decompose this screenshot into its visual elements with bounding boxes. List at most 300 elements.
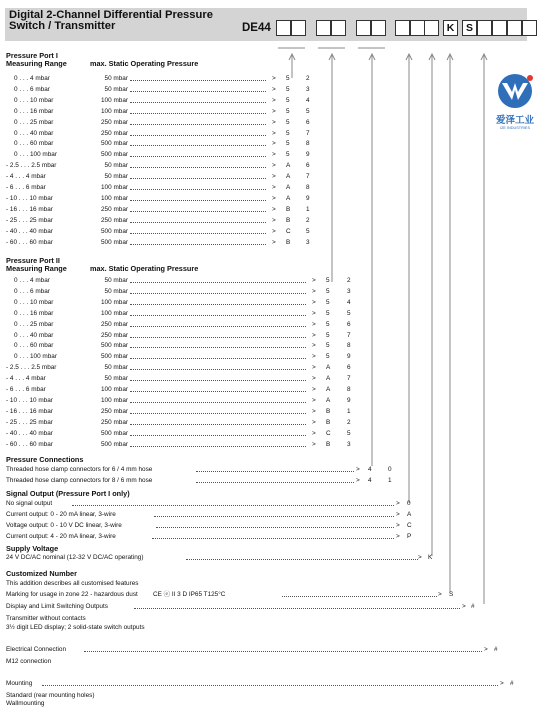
code-cell-1: A: [326, 396, 331, 404]
range-cell: - 2.5 . . . 2.5 mbar: [6, 364, 57, 372]
table-row: [6, 287, 351, 297]
code-cell-1: 4: [368, 466, 372, 473]
signal-label: No signal output: [6, 500, 53, 507]
table-row: [6, 396, 351, 406]
table-row: [6, 309, 351, 319]
code-cell-2: 2: [306, 216, 310, 224]
pressure-cell: 100 mbar: [101, 386, 128, 393]
arrow: >: [272, 194, 276, 202]
marking-label: Marking for usage in zone 22 - hazardous dust: [6, 591, 138, 598]
code-cell-1: A: [286, 173, 291, 181]
arrow: >: [396, 522, 400, 529]
table-row: [6, 298, 351, 308]
table-row: [6, 363, 351, 373]
arrow: >: [312, 418, 316, 426]
order-code-cell: [492, 20, 507, 36]
range-cell: - 60 . . . 60 mbar: [6, 440, 53, 448]
code-cell-1: A: [286, 162, 291, 170]
arrow: >: [312, 331, 316, 339]
arrow: >: [312, 353, 316, 361]
leader-dots: [130, 304, 306, 305]
connections-title: Pressure Connections: [6, 455, 84, 464]
code-cell: 0: [407, 500, 411, 507]
code-cell-2: 2: [306, 75, 310, 82]
leader-dots: [282, 596, 437, 597]
table-row: [6, 194, 346, 204]
leader-dots: [186, 559, 418, 560]
arrow: >: [272, 75, 276, 82]
pressure-cell: 250 mbar: [101, 418, 128, 426]
code-cell-2: 2: [347, 418, 351, 426]
code-cell-1: B: [286, 216, 291, 224]
leader-dots: [130, 145, 266, 146]
connection-row: [6, 465, 406, 475]
code-cell-2: 9: [306, 194, 310, 202]
range-cell: 0 . . . 4 mbar: [14, 75, 50, 82]
pressure-cell: 250 mbar: [101, 216, 128, 224]
supply-arrow: >: [418, 554, 422, 561]
logo-mark-icon: [490, 72, 540, 110]
code-cell-1: B: [326, 407, 331, 415]
code-cell-1: 5: [286, 118, 290, 126]
pressure-cell: 100 mbar: [101, 298, 128, 306]
code-cell-1: 5: [286, 129, 290, 137]
code-cell-1: 5: [326, 320, 330, 328]
table-row: [6, 407, 351, 417]
code-cell-1: A: [286, 194, 291, 202]
order-code-cell: [316, 20, 331, 36]
logo-text: 爱泽工业: [495, 115, 534, 126]
arrow: >: [396, 511, 400, 518]
code-cell: C: [407, 522, 412, 529]
code-cell-1: B: [286, 238, 291, 246]
marking-spec: CE ⓔ II 3 D IP65 T125°C: [153, 591, 226, 598]
range-cell: - 6 . . . 6 mbar: [6, 184, 46, 191]
leader-dots: [130, 369, 306, 370]
range-cell: 0 . . . 40 mbar: [14, 129, 54, 137]
code-cell-2: 7: [347, 375, 351, 383]
arrow: >: [272, 162, 276, 170]
pressure-cell: 100 mbar: [101, 396, 128, 404]
range-cell: - 10 . . . 10 mbar: [6, 194, 53, 202]
code-cell-1: 5: [286, 75, 290, 82]
connection-row: [6, 476, 406, 486]
leader-dots: [130, 167, 266, 168]
order-code-cell: [507, 20, 522, 36]
pressure-cell: 250 mbar: [101, 407, 128, 415]
order-code-cell: [410, 20, 425, 36]
range-cell: - 16 . . . 16 mbar: [6, 407, 53, 415]
display-option-2: 3½ digit LED display; 2 solid-state switch outputs: [6, 624, 145, 631]
connection-label: Threaded hose clamp connectors for 8 / 6 mm hose: [6, 477, 153, 484]
leader-dots: [130, 293, 306, 294]
pressure-cell: 500 mbar: [101, 440, 128, 448]
leader-dots: [130, 347, 306, 348]
table-row: [6, 129, 346, 139]
code-cell: P: [407, 533, 412, 540]
arrow: >: [312, 342, 316, 350]
pressure-cell: 50 mbar: [104, 75, 128, 82]
signal-label: Current output: 0 - 20 mA linear, 3-wire: [6, 511, 116, 518]
leader-dots: [130, 446, 306, 447]
table-row: [6, 374, 351, 384]
display-option-1: Transmitter without contacts: [6, 615, 86, 622]
leader-dots: [130, 189, 266, 190]
range-cell: 0 . . . 6 mbar: [14, 287, 50, 295]
leader-dots: [72, 505, 394, 506]
range-cell: - 6 . . . 6 mbar: [6, 386, 46, 393]
code-cell-2: 1: [306, 205, 310, 213]
table-row: [6, 429, 351, 439]
pressure-cell: 500 mbar: [101, 140, 128, 148]
range-cell: 0 . . . 25 mbar: [14, 118, 54, 126]
code-cell-2: 6: [347, 320, 351, 328]
order-code-cell: S: [462, 20, 477, 36]
signal-label: Current output: 4 - 20 mA linear, 3-wire: [6, 533, 116, 540]
order-code-cell: [291, 20, 306, 36]
range-cell: 0 . . . 100 mbar: [14, 151, 57, 159]
range-cell: - 10 . . . 10 mbar: [6, 396, 53, 404]
leader-dots: [156, 527, 394, 528]
range-cell: 0 . . . 4 mbar: [14, 277, 50, 284]
pressure-cell: 250 mbar: [101, 331, 128, 339]
arrow: >: [312, 287, 316, 295]
table-row: [6, 418, 351, 428]
page-title: [9, 10, 213, 32]
code-cell-2: 7: [306, 129, 310, 137]
display-arrow: >: [462, 603, 466, 610]
code-cell-1: C: [286, 227, 291, 235]
port2-col-pressure: max. Static Operating Pressure: [90, 264, 199, 273]
electrical-code: #: [494, 646, 498, 653]
leader-dots: [130, 380, 306, 381]
code-cell-1: 5: [326, 277, 330, 284]
leader-dots: [152, 538, 394, 539]
order-code-cell: [477, 20, 492, 36]
custom-title: Customized Number: [6, 569, 77, 578]
leader-dots: [130, 358, 306, 359]
code-cell-2: 9: [347, 353, 351, 361]
table-row: [6, 227, 346, 237]
range-cell: 0 . . . 10 mbar: [14, 96, 54, 104]
leader-dots: [130, 156, 266, 157]
port2-col-range: Measuring Range: [6, 264, 67, 273]
pressure-cell: 50 mbar: [104, 162, 128, 170]
table-row: [6, 74, 346, 84]
display-row: [6, 602, 486, 612]
code-cell-2: 8: [347, 342, 351, 350]
code-cell-2: 9: [347, 396, 351, 404]
arrow: >: [272, 173, 276, 181]
leader-dots: [196, 471, 354, 472]
code-cell-2: 6: [347, 364, 351, 372]
arrow: >: [272, 216, 276, 224]
table-row: [6, 107, 346, 117]
leader-dots: [130, 211, 266, 212]
leader-dots: [130, 222, 266, 223]
connector-arrow: [447, 54, 453, 60]
range-cell: 0 . . . 16 mbar: [14, 309, 54, 317]
arrow: >: [396, 533, 400, 540]
leader-dots: [130, 326, 306, 327]
signal-title: Signal Output (Pressure Port I only): [6, 489, 130, 498]
connection-label: Threaded hose clamp connectors for 6 / 4 mm hose: [6, 466, 153, 473]
signal-row: [6, 510, 426, 520]
table-row: [6, 216, 346, 226]
table-row: [6, 440, 351, 450]
marking-row: [6, 590, 476, 600]
company-logo: [490, 72, 540, 132]
arrow: >: [272, 151, 276, 159]
code-cell-1: 5: [326, 298, 330, 306]
pressure-cell: 50 mbar: [104, 173, 128, 181]
order-code-cell: [371, 20, 386, 36]
code-cell-1: A: [326, 364, 331, 372]
code-cell-1: 5: [286, 140, 290, 148]
code-cell-2: 1: [388, 477, 392, 484]
code-cell-2: 6: [306, 162, 310, 170]
code-cell-2: 5: [306, 107, 310, 115]
order-code-cell: [356, 20, 371, 36]
code-cell-1: B: [326, 418, 331, 426]
code-cell-1: B: [286, 205, 291, 213]
pressure-cell: 250 mbar: [101, 129, 128, 137]
range-cell: - 4 . . . 4 mbar: [6, 173, 46, 181]
leader-dots: [130, 402, 306, 403]
arrow: >: [356, 477, 360, 484]
range-cell: 0 . . . 60 mbar: [14, 342, 54, 350]
code-cell-2: 1: [347, 407, 351, 415]
code-cell-1: 5: [286, 151, 290, 159]
pressure-cell: 50 mbar: [104, 85, 128, 93]
leader-dots: [130, 315, 306, 316]
connector-arrow: [369, 54, 375, 60]
code-cell-1: 5: [286, 107, 290, 115]
code-cell-2: 0: [388, 466, 392, 473]
leader-dots: [42, 685, 498, 686]
code-cell: A: [407, 511, 412, 518]
title-line-1: Digital 2-Channel Differential Pressure: [9, 9, 213, 21]
leader-dots: [130, 282, 306, 283]
code-cell-1: 4: [368, 477, 372, 484]
code-cell-2: 5: [347, 429, 351, 437]
order-code-cell: [424, 20, 439, 36]
code-cell-2: 4: [306, 96, 310, 104]
range-cell: - 60 . . . 60 mbar: [6, 238, 53, 246]
arrow: >: [396, 500, 400, 507]
leader-dots: [130, 200, 266, 201]
order-code-cell: [395, 20, 410, 36]
arrow: >: [312, 386, 316, 393]
port1-col-pressure: max. Static Operating Pressure: [90, 59, 199, 68]
code-cell-2: 5: [347, 309, 351, 317]
arrow: >: [272, 107, 276, 115]
table-row: [6, 276, 351, 286]
arrow: >: [312, 298, 316, 306]
arrow: >: [272, 118, 276, 126]
code-cell-1: 5: [326, 309, 330, 317]
arrow: >: [312, 440, 316, 448]
arrow: >: [312, 396, 316, 404]
code-cell-2: 4: [347, 298, 351, 306]
table-row: [6, 183, 346, 193]
pressure-cell: 500 mbar: [101, 353, 128, 361]
leader-dots: [130, 413, 306, 414]
code-cell-2: 7: [347, 331, 351, 339]
arrow: >: [312, 429, 316, 437]
range-cell: 0 . . . 40 mbar: [14, 331, 54, 339]
pressure-cell: 50 mbar: [104, 277, 128, 284]
signal-label: Voltage output: 0 - 10 V DC linear, 3-wire: [6, 522, 122, 529]
code-cell-2: 3: [306, 238, 310, 246]
arrow: >: [272, 129, 276, 137]
pressure-cell: 250 mbar: [101, 205, 128, 213]
leader-dots: [130, 233, 266, 234]
leader-dots: [130, 435, 306, 436]
code-cell-2: 8: [306, 140, 310, 148]
leader-dots: [130, 424, 306, 425]
table-row: [6, 341, 351, 351]
display-label: Display and Limit Switching Outputs: [6, 603, 108, 610]
port2-title: Pressure Port II: [6, 256, 60, 265]
pressure-cell: 100 mbar: [101, 96, 128, 104]
connector-arrow: [481, 54, 487, 60]
pressure-cell: 50 mbar: [104, 287, 128, 295]
leader-dots: [130, 178, 266, 179]
supply-row: [6, 553, 436, 563]
code-cell-1: A: [286, 184, 291, 191]
pressure-cell: 250 mbar: [101, 118, 128, 126]
arrow: >: [272, 227, 276, 235]
leader-dots: [130, 91, 266, 92]
mounting-arrow: >: [500, 680, 504, 687]
range-cell: - 2.5 . . . 2.5 mbar: [6, 162, 57, 170]
signal-row: [6, 499, 426, 509]
order-code-cell: [331, 20, 346, 36]
leader-dots: [130, 135, 266, 136]
pressure-cell: 500 mbar: [101, 429, 128, 437]
table-row: [6, 139, 346, 149]
code-cell-1: 5: [326, 287, 330, 295]
code-cell-1: 5: [326, 342, 330, 350]
arrow: >: [312, 407, 316, 415]
arrow: >: [312, 309, 316, 317]
code-cell-2: 3: [306, 85, 310, 93]
table-row: [6, 352, 351, 362]
code-cell-1: C: [326, 429, 331, 437]
table-row: [6, 172, 346, 182]
pressure-cell: 250 mbar: [101, 320, 128, 328]
table-row: [6, 320, 351, 330]
range-cell: - 40 . . . 40 mbar: [6, 429, 53, 437]
title-line-2: Switch / Transmitter: [9, 20, 116, 32]
code-cell-1: 5: [326, 331, 330, 339]
arrow: >: [272, 205, 276, 213]
arrow: >: [356, 466, 360, 473]
code-cell-2: 3: [347, 440, 351, 448]
code-cell-2: 8: [347, 386, 351, 393]
code-cell-2: 2: [347, 277, 351, 284]
code-cell-1: A: [326, 375, 331, 383]
range-cell: 0 . . . 16 mbar: [14, 107, 54, 115]
marking-code: S: [449, 591, 454, 598]
supply-title: Supply Voltage: [6, 544, 59, 553]
leader-dots: [130, 102, 266, 103]
pressure-cell: 100 mbar: [101, 107, 128, 115]
code-cell-2: 9: [306, 151, 310, 159]
table-row: [6, 331, 351, 341]
custom-desc: This addition describes all customised features: [6, 580, 139, 587]
electrical-row: [6, 645, 506, 655]
code-cell-2: 3: [347, 287, 351, 295]
supply-label: 24 V DC/AC nominal (12-32 V DC/AC operating): [6, 554, 144, 561]
arrow: >: [312, 375, 316, 383]
order-code-cell: [276, 20, 291, 36]
leader-dots: [130, 337, 306, 338]
code-cell-2: 7: [306, 173, 310, 181]
leader-dots: [130, 80, 266, 81]
supply-code: K: [428, 554, 433, 561]
range-cell: 0 . . . 10 mbar: [14, 298, 54, 306]
table-row: [6, 161, 346, 171]
order-code-cell: K: [443, 20, 458, 36]
arrow: >: [272, 238, 276, 246]
range-cell: - 40 . . . 40 mbar: [6, 227, 53, 235]
mounting-option-2: Wallmounting: [6, 700, 45, 707]
leader-dots: [130, 244, 266, 245]
connector-arrow: [329, 54, 335, 60]
code-cell-2: 5: [306, 227, 310, 235]
leader-dots: [196, 482, 354, 483]
table-row: [6, 238, 346, 248]
pressure-cell: 100 mbar: [101, 194, 128, 202]
table-row: [6, 205, 346, 215]
pressure-cell: 500 mbar: [101, 238, 128, 246]
range-cell: 0 . . . 60 mbar: [14, 140, 54, 148]
marking-arrow: >: [438, 591, 442, 598]
arrow: >: [312, 277, 316, 284]
leader-dots: [130, 124, 266, 125]
pressure-cell: 100 mbar: [101, 309, 128, 317]
signal-row: [6, 521, 426, 531]
arrow: >: [272, 85, 276, 93]
leader-dots: [154, 516, 394, 517]
code-cell-1: A: [326, 386, 331, 393]
connector-arrow: [289, 54, 295, 60]
order-code-prefix: DE44: [242, 22, 271, 34]
electrical-label: Electrical Connection: [6, 646, 67, 653]
range-cell: - 4 . . . 4 mbar: [6, 375, 46, 383]
signal-row: [6, 532, 426, 542]
arrow: >: [312, 320, 316, 328]
table-row: [6, 96, 346, 106]
arrow: >: [272, 140, 276, 148]
mounting-row: [6, 679, 521, 689]
leader-dots: [130, 391, 306, 392]
table-row: [6, 85, 346, 95]
code-cell-2: 8: [306, 184, 310, 191]
range-cell: - 16 . . . 16 mbar: [6, 205, 53, 213]
table-row: [6, 385, 351, 395]
code-cell-1: 5: [326, 353, 330, 361]
code-cell-1: B: [326, 440, 331, 448]
order-code-cell: [522, 20, 537, 36]
pressure-cell: 50 mbar: [104, 375, 128, 383]
range-cell: - 25 . . . 25 mbar: [6, 216, 53, 224]
range-cell: 0 . . . 25 mbar: [14, 320, 54, 328]
leader-dots: [134, 608, 460, 609]
pressure-cell: 50 mbar: [104, 364, 128, 372]
